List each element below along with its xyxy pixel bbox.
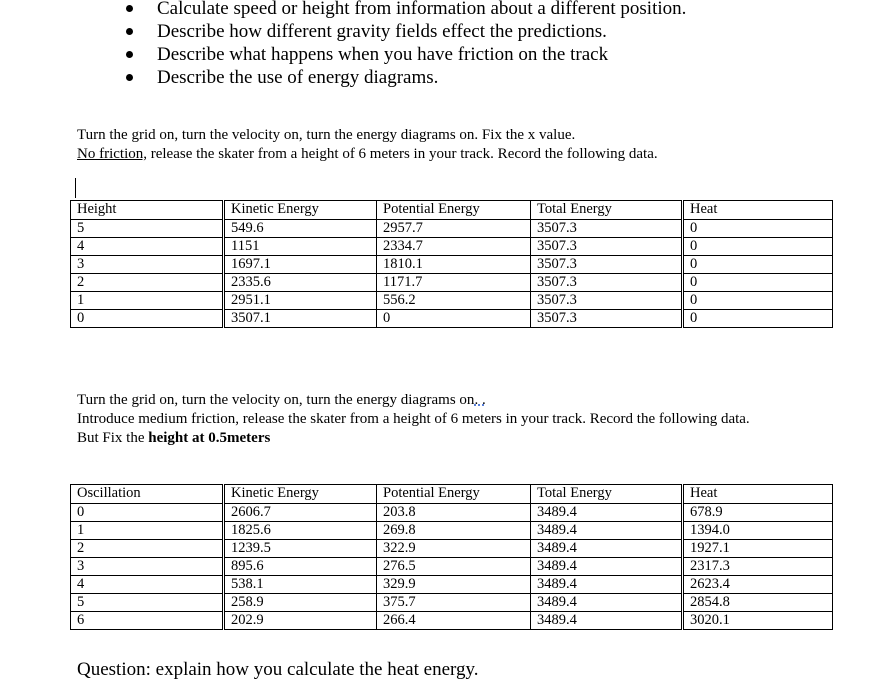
no-friction-table: [70, 200, 833, 328]
table-row: 3 1697.1 1810.1 3507.3 0: [71, 256, 833, 274]
table-row: 6 202.9 266.4 3489.4 3020.1: [71, 612, 833, 630]
table-row: 2 1239.5 322.9 3489.4 1927.1: [71, 540, 833, 558]
bullet-icon: [126, 51, 133, 58]
table-row: 1 1825.6 269.8 3489.4 1394.0: [71, 522, 833, 540]
header-cell: Kinetic Energy: [224, 485, 377, 504]
instructions-2: [77, 391, 750, 448]
table-row: 3 895.6 276.5 3489.4 2317.3: [71, 558, 833, 576]
header-cell: Potential Energy: [377, 485, 531, 504]
bullet-icon: [126, 28, 133, 35]
question-text: Question: explain how you calculate the heat energy.: [77, 659, 479, 680]
instruction-line: Introduce medium friction, release the skater from a height of 6 meters in your track. Record the following data.: [77, 411, 750, 427]
no-friction-text: No friction,: [77, 146, 147, 162]
header-cell: Oscillation: [71, 485, 224, 504]
table-row: 4 1151 2334.7 3507.3 0: [71, 238, 833, 256]
table-row: 4 538.1 329.9 3489.4 2623.4: [71, 576, 833, 594]
header-cell: Total Energy: [531, 201, 683, 220]
header-cell: Kinetic Energy: [224, 201, 377, 220]
header-cell: Height: [71, 201, 224, 220]
header-cell: Total Energy: [531, 485, 683, 504]
bullet-icon: [126, 5, 133, 12]
header-cell: Potential Energy: [377, 201, 531, 220]
table-row: 5 258.9 375.7 3489.4 2854.8: [71, 594, 833, 612]
table-row: 2 2335.6 1171.7 3507.3 0: [71, 274, 833, 292]
instruction-line: But Fix the height at 0.5meters: [77, 430, 271, 446]
instruction-line: Turn the grid on, turn the velocity on, turn the energy diagrams on. .: [77, 392, 486, 408]
text-cursor: [75, 178, 76, 198]
instruction-line: Turn the grid on, turn the velocity on, turn the energy diagrams on. Fix the x value.: [77, 127, 576, 143]
medium-friction-table: [70, 484, 833, 630]
header-cell: Heat: [683, 485, 833, 504]
table-row: 0 3507.1 0 3507.3 0: [71, 310, 833, 328]
table-header-row: [71, 201, 833, 220]
table-row: 0 2606.7 203.8 3489.4 678.9: [71, 504, 833, 522]
bullet-icon: [126, 74, 133, 81]
table-header-row: [71, 485, 833, 504]
instructions-1: [77, 126, 658, 164]
table-row: 5 549.6 2957.7 3507.3 0: [71, 220, 833, 238]
instruction-line: No friction, release the skater from a height of 6 meters in your track. Record the following data.: [77, 146, 658, 162]
table-row: 1 2951.1 556.2 3507.3 0: [71, 292, 833, 310]
fixed-height-text: height at 0.5meters: [148, 430, 271, 446]
header-cell: Heat: [683, 201, 833, 220]
